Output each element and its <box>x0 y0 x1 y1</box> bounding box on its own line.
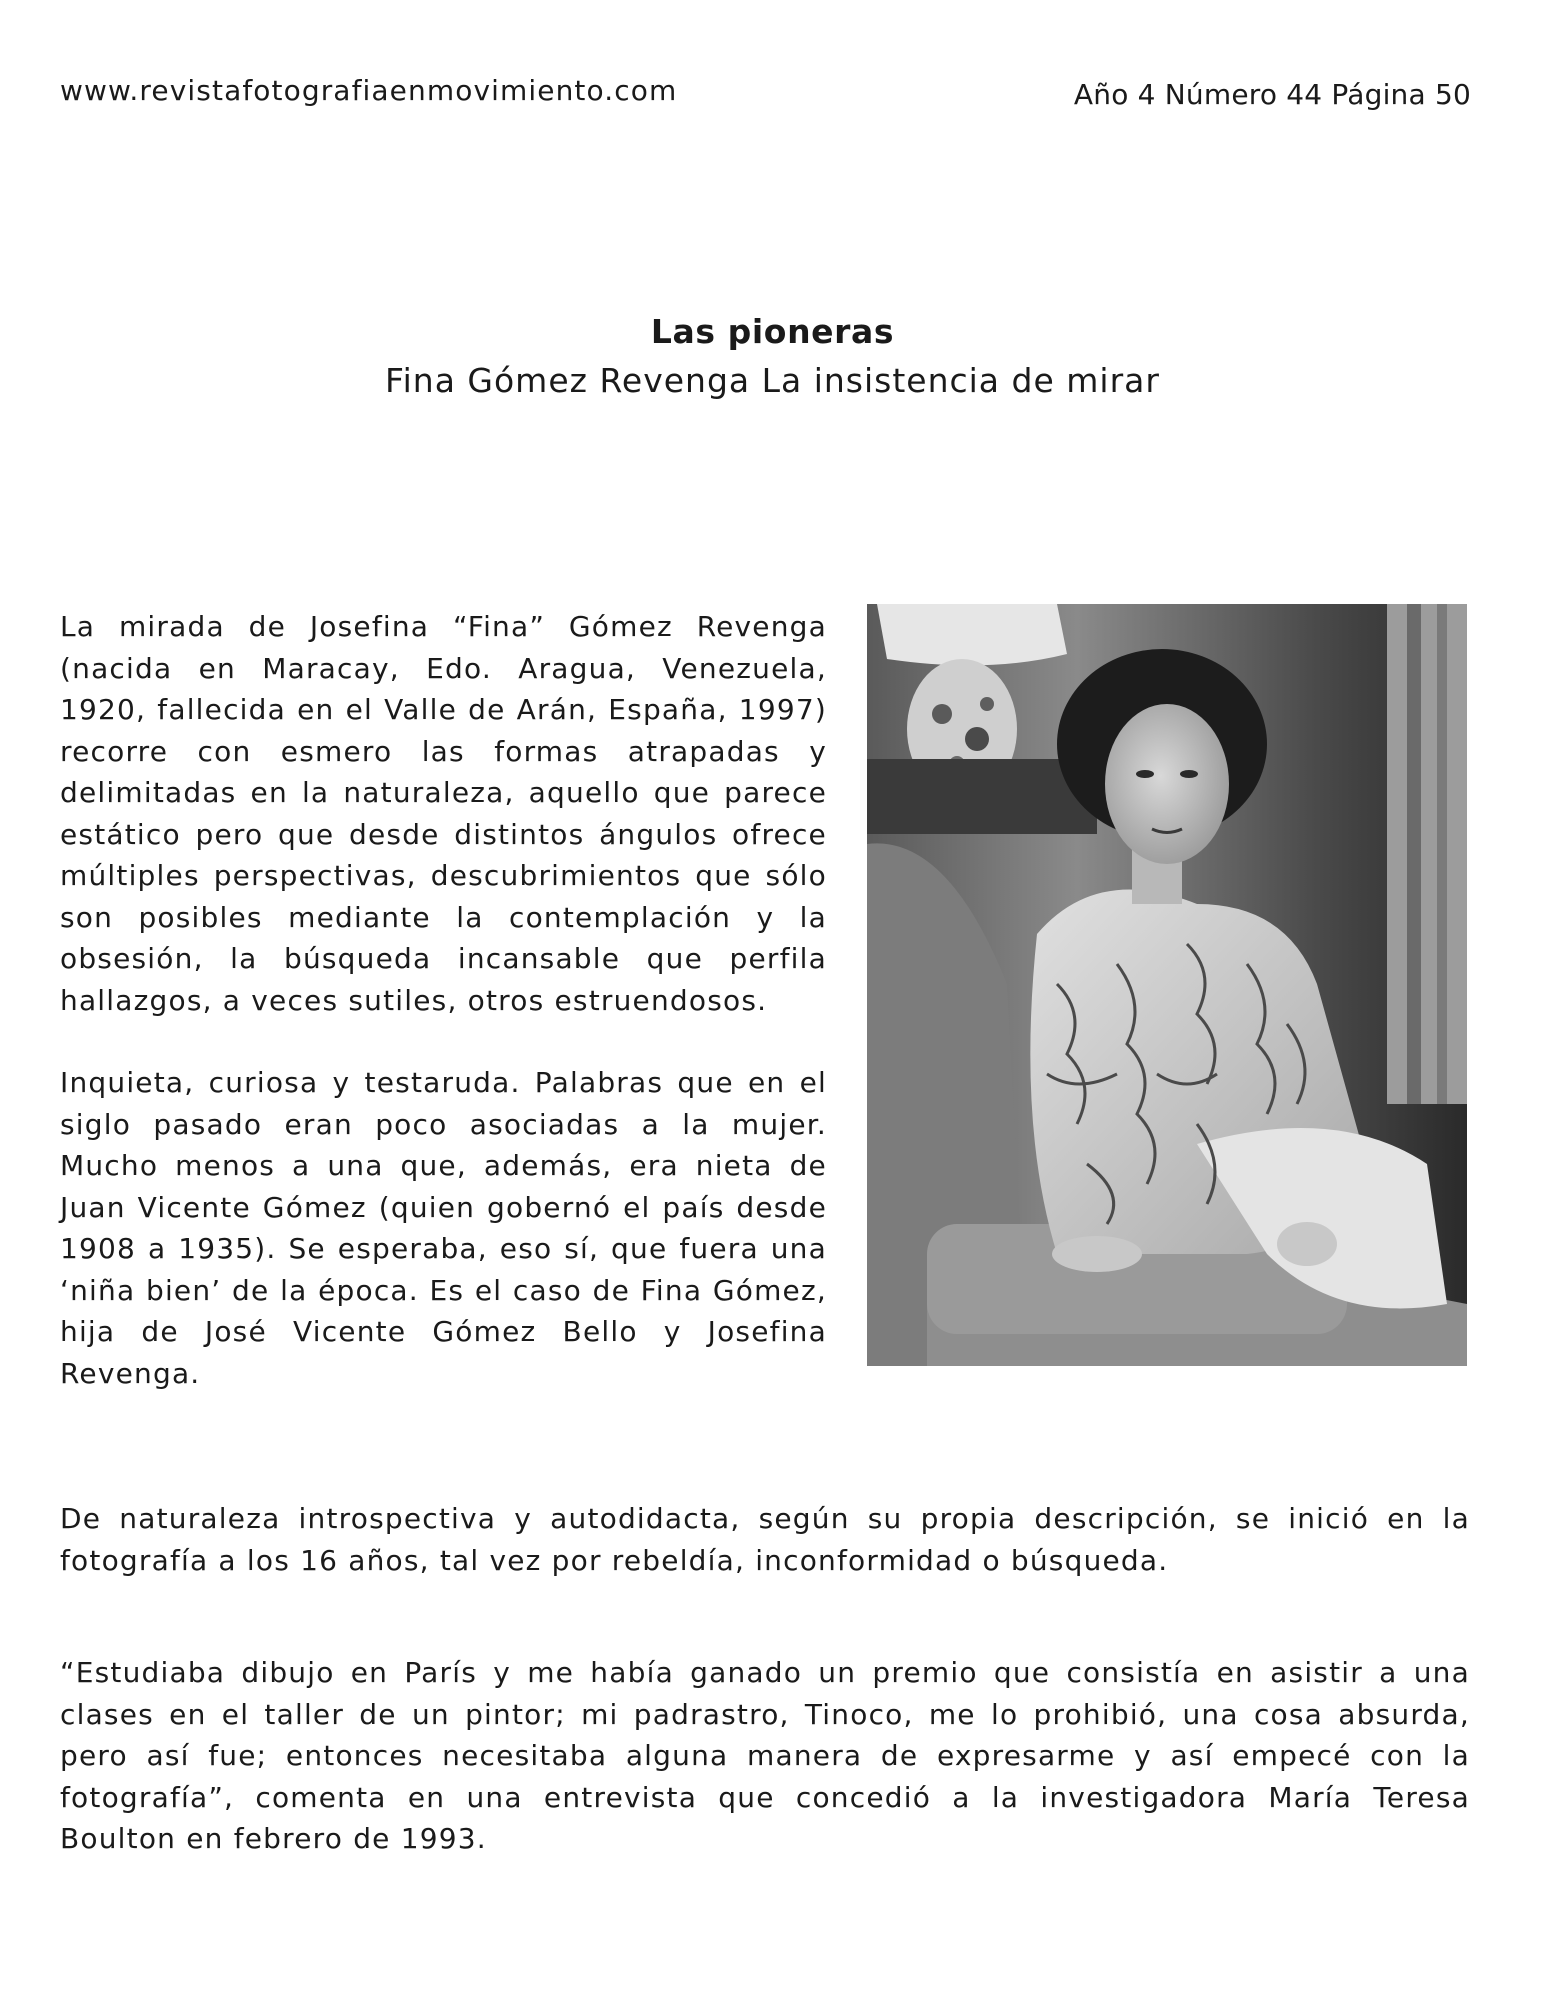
portrait-photo-icon <box>867 604 1467 1366</box>
section-title: Las pioneras <box>650 312 895 351</box>
article-heading <box>0 310 1545 406</box>
body-paragraph-3: De naturaleza introspectiva y autodidacta, según su propia descripción, se inició en la fotografía a los 16 años, tal vez por rebeldía, inconformidad o búsqueda. <box>60 1502 1470 1577</box>
website-url[interactable]: www.revistafotografiaenmovimiento.com <box>60 74 678 107</box>
body-paragraph-2: Inquieta, curiosa y testaruda. Palabras que en el siglo pasado eran poco asociadas a la mujer. Mucho menos a una que, además, era nieta de Juan Vicente Gómez (quien gobernó el país desde 1908 a 1935). Se esperaba, eso sí, que fuera una ‘niña bien’ de la época. Es el caso de Fina Gómez, hija de José Vicente Gómez Bello y Josefina Revenga. <box>60 1066 827 1390</box>
portrait-photo <box>867 604 1467 1366</box>
article-subtitle: Fina Gómez Revenga La insistencia de mirar <box>385 361 1160 400</box>
body-paragraph-4: “Estudiaba dibujo en París y me había ganado un premio que consistía en asistir a una clases en el taller de un pintor; mi padrastro, Tinoco, me lo prohibió, una cosa absurda, pero así fue; entonces necesitaba alguna manera de expresarme y así empecé con la fotografía”, comenta en una entrevista que concedió a la investigadora María Teresa Boulton en febrero de 1993. <box>60 1656 1470 1855</box>
issue-page-info: Año 4 Número 44 Página 50 <box>1073 78 1471 111</box>
body-paragraph-1: La mirada de Josefina “Fina” Gómez Revenga (nacida en Maracay, Edo. Aragua, Venezuela, 1920, fallecida en el Valle de Arán, España, 1997) recorre con esmero las formas atrapadas y delimitadas en la naturaleza, aquello que parece estático pero que desde distintos ángulos ofrece múltiples perspectivas, descubrimientos que sólo son posibles mediante la contemplación y la obsesión, la búsqueda incansable que perfila hallazgos, a veces sutiles, otros estruendosos. <box>60 610 827 1017</box>
